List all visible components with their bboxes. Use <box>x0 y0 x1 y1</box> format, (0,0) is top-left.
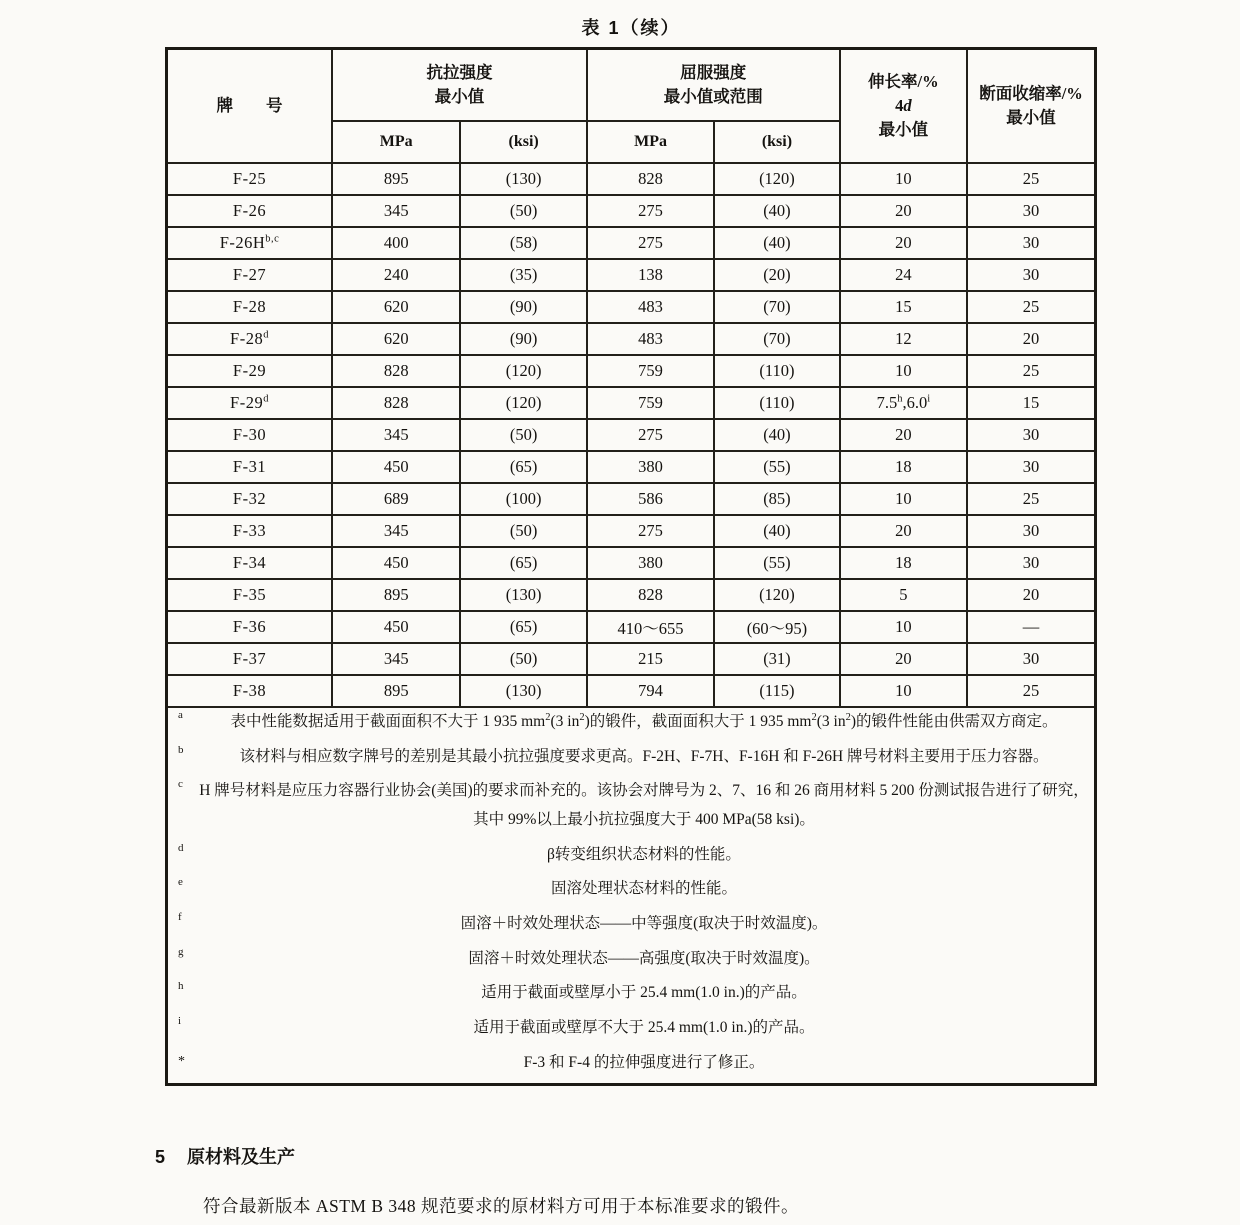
value-cell: 895 <box>332 579 460 611</box>
header-tensile <box>332 49 587 122</box>
value-cell: (40) <box>714 195 839 227</box>
value-cell: (130) <box>460 675 586 707</box>
section-5 <box>155 1143 1155 1218</box>
footnote-text: 适用于截面或壁厚不大于 25.4 mm(1.0 in.)的产品。 <box>473 1019 815 1037</box>
value-cell: 895 <box>332 163 460 195</box>
value-cell: (90) <box>460 323 586 355</box>
table-zone <box>165 14 1097 1086</box>
grade-cell: F-36 <box>167 611 333 643</box>
footnote-marker: g <box>178 945 184 958</box>
value-cell: (65) <box>460 451 586 483</box>
value-cell: (130) <box>460 579 586 611</box>
value-cell: 5 <box>840 579 967 611</box>
value-cell: 20 <box>967 579 1095 611</box>
value-cell: 10 <box>840 675 967 707</box>
header-reduction-line1: 断面收缩率/% <box>979 84 1083 104</box>
value-cell: 483 <box>587 291 714 323</box>
table-row <box>167 643 1096 675</box>
value-cell: 620 <box>332 291 460 323</box>
table-row <box>167 419 1096 451</box>
grade-cell: F-31 <box>167 451 333 483</box>
grade-cell: F-29$^d$ <box>167 387 333 419</box>
footnote-text: 适用于截面或壁厚小于 25.4 mm(1.0 in.)的产品。 <box>481 984 807 1002</box>
grade-cell: F-28$^d$ <box>167 323 333 355</box>
value-cell: 759 <box>587 387 714 419</box>
value-cell: 380 <box>587 451 714 483</box>
footnote-text: β转变组织状态材料的性能。 <box>547 845 741 863</box>
grade-cell: F-37 <box>167 643 333 675</box>
value-cell: (50) <box>460 419 586 451</box>
grade-cell: F-30 <box>167 419 333 451</box>
value-cell: 25 <box>967 355 1095 387</box>
value-cell: 20 <box>967 323 1095 355</box>
footnote-item <box>170 777 1092 834</box>
footnote-text: 固溶处理状态材料的性能。 <box>550 880 737 898</box>
unit-mpa-tensile: MPa <box>332 121 460 163</box>
value-cell: (50) <box>460 643 586 675</box>
table-header <box>167 49 1096 164</box>
value-cell: 30 <box>967 419 1095 451</box>
value-cell: 828 <box>587 163 714 195</box>
value-cell: 10 <box>840 611 967 643</box>
value-cell: 20 <box>840 195 967 227</box>
footnote-item <box>170 875 1092 904</box>
value-cell: 345 <box>332 515 460 547</box>
value-cell: (110) <box>714 355 839 387</box>
table-row <box>167 323 1096 355</box>
value-cell: 620 <box>332 323 460 355</box>
footnote-item <box>170 708 1092 737</box>
value-cell: 18 <box>840 451 967 483</box>
footnote-marker: f <box>178 911 182 924</box>
table-row <box>167 451 1096 483</box>
grade-cell: F-29 <box>167 355 333 387</box>
value-cell: (40) <box>714 419 839 451</box>
table-row <box>167 163 1096 195</box>
value-cell: 25 <box>967 483 1095 515</box>
value-cell: (115) <box>714 675 839 707</box>
table-row <box>167 259 1096 291</box>
grade-cell: F-26 <box>167 195 333 227</box>
value-cell: 18 <box>840 547 967 579</box>
value-cell: 275 <box>587 195 714 227</box>
value-cell: (70) <box>714 291 839 323</box>
value-cell: 30 <box>967 451 1095 483</box>
section-paragraph: 符合最新版本 ASTM B 348 规范要求的原材料方可用于本标准要求的锻件。 <box>203 1196 800 1216</box>
header-elongation-line1: 伸长率/% <box>868 72 939 92</box>
grade-cell: F-35 <box>167 579 333 611</box>
grade-cell: $F-26H^{b,c}$ <box>167 227 333 259</box>
header-reduction-line2: 最小值 <box>1006 108 1056 127</box>
value-cell: (130) <box>460 163 586 195</box>
table-body <box>167 163 1096 707</box>
value-cell: 345 <box>332 195 460 227</box>
unit-ksi-yield: (ksi) <box>714 121 839 163</box>
footnote-text: H 牌号材料是应压力容器行业协会(美国)的要求而补充的。该协会对牌号为 2、7、16 和 26 商用材料 5 200 份测试报告进行了研究，其中 99%以上最小抗拉强度大于 400 MPa(58 ksi)。 <box>199 782 1089 829</box>
table-row <box>167 611 1096 643</box>
value-cell: 828 <box>332 387 460 419</box>
grade-cell: F-27 <box>167 259 333 291</box>
value-cell: (50) <box>460 515 586 547</box>
value-cell: 30 <box>967 227 1095 259</box>
value-cell: (55) <box>714 451 839 483</box>
footnote-marker: i <box>178 1015 182 1028</box>
value-cell: 30 <box>967 515 1095 547</box>
value-cell: 20 <box>840 515 967 547</box>
value-cell: 25 <box>967 163 1095 195</box>
value-cell: 345 <box>332 419 460 451</box>
value-cell: 450 <box>332 611 460 643</box>
value-cell: (60～95) <box>714 611 839 643</box>
footnote-marker: b <box>178 743 184 756</box>
grade-cell: F-33 <box>167 515 333 547</box>
value-cell: 15 <box>840 291 967 323</box>
value-cell: 275 <box>587 419 714 451</box>
value-cell: 689 <box>332 483 460 515</box>
footnote-item <box>170 910 1092 939</box>
footnote-marker: c <box>178 778 183 791</box>
value-cell: 240 <box>332 259 460 291</box>
value-cell: (90) <box>460 291 586 323</box>
footnote-marker: h <box>178 980 184 993</box>
value-cell: 10 <box>840 163 967 195</box>
value-cell: 586 <box>587 483 714 515</box>
value-cell: 345 <box>332 643 460 675</box>
header-reduction <box>967 49 1095 164</box>
footnote-item <box>170 979 1092 1008</box>
section-heading <box>155 1143 1155 1169</box>
value-cell: 30 <box>967 259 1095 291</box>
header-yield-line1: 屈服强度 <box>680 63 747 83</box>
value-cell: 410～655 <box>587 611 714 643</box>
value-cell: 895 <box>332 675 460 707</box>
value-cell: 759 <box>587 355 714 387</box>
value-cell: 20 <box>840 643 967 675</box>
unit-ksi-tensile: (ksi) <box>460 121 586 163</box>
value-cell: 794 <box>587 675 714 707</box>
value-cell: 20 <box>840 419 967 451</box>
value-cell: 30 <box>967 643 1095 675</box>
value-cell: (58) <box>460 227 586 259</box>
value-cell: 10 <box>840 483 967 515</box>
value-cell: 450 <box>332 451 460 483</box>
header-yield-line2: 最小值或范围 <box>663 87 763 106</box>
value-cell: (120) <box>714 579 839 611</box>
value-cell: 275 <box>587 515 714 547</box>
value-cell: (120) <box>460 387 586 419</box>
value-cell: 30 <box>967 195 1095 227</box>
value-cell: (65) <box>460 547 586 579</box>
value-cell: 828 <box>587 579 714 611</box>
value-cell: 483 <box>587 323 714 355</box>
header-grade: 牌 号 <box>167 49 333 164</box>
value-cell: (40) <box>714 515 839 547</box>
value-cell: (65) <box>460 611 586 643</box>
grade-cell: F-34 <box>167 547 333 579</box>
header-elongation <box>840 49 967 164</box>
value-cell: (110) <box>714 387 839 419</box>
header-tensile-line2: 最小值 <box>434 87 485 106</box>
table-row <box>167 515 1096 547</box>
value-cell: 25 <box>967 675 1095 707</box>
value-cell: (85) <box>714 483 839 515</box>
table-row <box>167 547 1096 579</box>
grade-cell: F-32 <box>167 483 333 515</box>
section-number: 5 <box>155 1147 166 1167</box>
value-cell: 380 <box>587 547 714 579</box>
value-cell: (120) <box>714 163 839 195</box>
footnote-item <box>170 1014 1092 1043</box>
value-cell: (120) <box>460 355 586 387</box>
footnote-text: 固溶＋时效处理状态——中等强度(取决于时效温度)。 <box>460 915 828 933</box>
value-cell: (20) <box>714 259 839 291</box>
table-row <box>167 227 1096 259</box>
properties-table <box>165 47 1097 1086</box>
footnote-item <box>170 841 1092 870</box>
header-yield <box>587 49 840 122</box>
section-title: 原材料及生产 <box>187 1147 296 1167</box>
value-cell: 24 <box>840 259 967 291</box>
footnote-text: 该材料与相应数字牌号的差别是其最小抗拉强度要求更高。F-2H、F-7H、F-16H 和 F-26H 牌号材料主要用于压力容器。 <box>239 747 1049 765</box>
unit-mpa-yield: MPa <box>587 121 714 163</box>
value-cell: 25 <box>967 291 1095 323</box>
value-cell: (70) <box>714 323 839 355</box>
value-cell: 450 <box>332 547 460 579</box>
footnote-marker: a <box>178 709 183 721</box>
table-row <box>167 483 1096 515</box>
table-row <box>167 291 1096 323</box>
grade-cell: F-25 <box>167 163 333 195</box>
footnote-marker: d <box>178 841 184 854</box>
header-elongation-line3: 最小值 <box>878 119 929 139</box>
value-cell: — <box>967 611 1095 643</box>
value-cell: 275 <box>587 227 714 259</box>
header-elongation-4d: 4d <box>895 96 912 116</box>
value-cell: 30 <box>967 547 1095 579</box>
value-cell: (35) <box>460 259 586 291</box>
value-cell: 15 <box>967 387 1095 419</box>
footnote-item <box>170 743 1092 772</box>
value-cell: 215 <box>587 643 714 675</box>
header-tensile-line1: 抗拉强度 <box>426 63 493 83</box>
value-cell: 138 <box>587 259 714 291</box>
value-cell: 10 <box>840 355 967 387</box>
footnotes-block <box>167 707 1096 1085</box>
value-cell: 7.5$^h$,6.0$^i$ <box>840 387 967 419</box>
value-cell: (50) <box>460 195 586 227</box>
table-row <box>167 675 1096 707</box>
value-cell: (100) <box>460 483 586 515</box>
footnote-text: 固溶＋时效处理状态——高强度(取决于时效温度)。 <box>468 949 820 967</box>
footnote-item <box>170 1049 1092 1078</box>
value-cell: (31) <box>714 643 839 675</box>
footnote-text: 表中性能数据适用于截面面积不大于 1 935 $mm^2(3$ $in^2$)的锻件，截面面积大于 1 935 $mm^2(3$ $in^2$)的锻件性能由供需双方商定。 <box>230 711 1058 730</box>
grade-cell: F-28 <box>167 291 333 323</box>
grade-cell: F-38 <box>167 675 333 707</box>
table-row <box>167 355 1096 387</box>
table-row <box>167 387 1096 419</box>
value-cell: 828 <box>332 355 460 387</box>
value-cell: 20 <box>840 227 967 259</box>
value-cell: 12 <box>840 323 967 355</box>
footnote-item <box>170 945 1092 974</box>
table-row <box>167 579 1096 611</box>
value-cell: (40) <box>714 227 839 259</box>
footnote-marker: * <box>178 1053 185 1069</box>
footnote-text: F-3 和 F-4 的拉伸强度进行了修正。 <box>523 1053 765 1071</box>
table-title: 表 1（续） <box>581 18 681 38</box>
footnote-marker: e <box>178 876 183 889</box>
table-row <box>167 195 1096 227</box>
value-cell: (55) <box>714 547 839 579</box>
value-cell: 400 <box>332 227 460 259</box>
